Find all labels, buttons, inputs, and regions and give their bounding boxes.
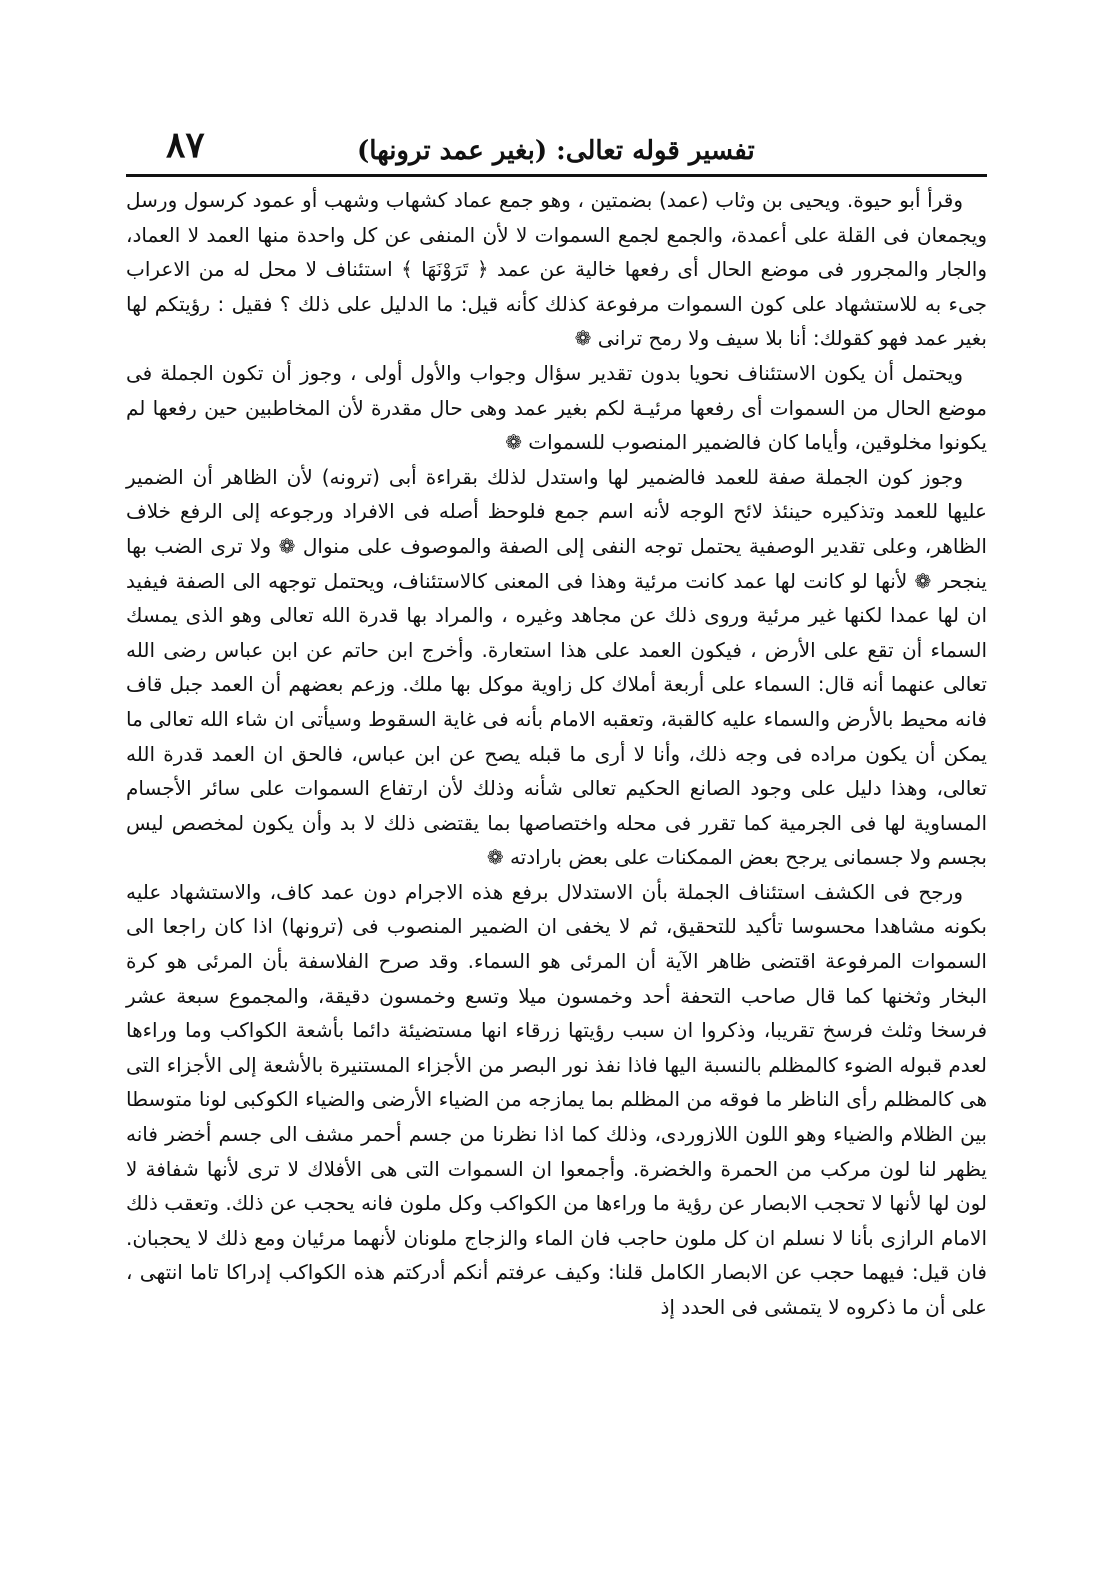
running-title: تفسير قوله تعالى: (بغير عمد ترونها): [356, 136, 755, 166]
header-rule: [126, 174, 987, 177]
paragraph-4: ورجح فى الكشف استئناف الجملة بأن الاستدلال برفع هذه الاجرام دون عمد كاف، والاستشهاد عليه بكونه مشاهدا محسوسا تأكيد للتحقيق، ثم لا يخفى ان الضمير المنصوب فى (ترونها) اذا كان راجعا الى السموات المرفوعة اقتضى ظاهر الآية أن المرئى هو السماء. وقد صرح الفلاسفة بأن المرئى هو كرة البخار وثخنها كما قال صاحب التحفة أحد وخمسون ميلا وتسع وخمسون دقيقة، والمجموع سبعة عشر فرسخا وثلث فرسخ تقريبا، وذكروا ان سبب رؤيتها زرقاء انها مستضيئة دائما بأشعة الكواكب وما وراءها لعدم قبوله الضوء كالمظلم بالنسبة اليها فاذا نفذ نور البصر من الأجزاء المستنيرة بالأشعة إلى الأجزاء التى هى كالمظلم رأى الناظر ما فوقه من المظلم بما يمازجه من الضياء الأرضى والضياء الكوكبى لونا متوسطا بين الظلام والضياء وهو اللون اللازوردى، وذلك كما اذا نظرنا من جسم أحمر مشف الى جسم أخضر فانه يظهر لنا لون مركب من الحمرة والخضرة. وأجمعوا ان السموات التى هى الأفلاك لا ترى لأنها شفافة لا لون لها لأنها لا تحجب الابصار عن رؤية ما وراءها من الكواكب وكل ملون فانه يحجب عن ذلك. وتعقب ذلك الامام الرازى بأنا لا نسلم ان كل ملون حاجب فان الماء والزجاج ملونان لأنهما مرئيان ومع ذلك لا يحجبان. فان قيل: فيهما حجب عن الابصار الكامل قلنا: وكيف عرفتم أنكم أدركتم هذه الكواكب إدراكا تاما انتهى ، على أن ما ذكروه لا يتمشى فى الحدد إذ: [126, 879, 987, 1319]
paragraph-3: وجوز كون الجملة صفة للعمد فالضمير لها واستدل لذلك بقراءة أبى (ترونه) لأن الظاهر أن الضمير عليها للعمد وتذكيره حينئذ لائح الوجه لأنه اسم جمع فلوحظ أصله فى الافراد ورجوعه إلى الرفع خلاف الظاهر، وعلى تقدير الوصفية يحتمل توجه النفى إلى الصفة والموصوف على منوال ❁ ولا ترى الضب بها ينجحر ❁ لأنها لو كانت لها عمد كانت مرئية وهذا فى المعنى كالاستئناف، ويحتمل توجهه الى الصفة فيفيد ان لها عمدا لكنها غير مرئية وروى ذلك عن مجاهد وغيره ، والمراد بها قدرة الله تعالى وهو الذى يمسك السماء أن تقع على الأرض ، فيكون العمد على هذا استعارة. وأخرج ابن حاتم عن ابن عباس رضى الله تعالى عنهما أنه قال: السماء على أربعة أملاك كل زاوية موكل بها ملك. وزعم بعضهم أن العمد جبل قاف فانه محيط بالأرض والسماء عليه كالقبة، وتعقبه الامام بأنه فى غاية السقوط وسيأتى ان شاء الله تعالى ما يمكن أن يكون مراده فى وجه ذلك، وأنا لا أرى ما قبله يصح عن ابن عباس، فالحق ان العمد قدرة الله تعالى، وهذا دليل على وجود الصانع الحكيم تعالى شأنه وذلك لأن ارتفاع السموات على سائر الأجسام المساوية لها فى الجرمية كما تقرر فى محله واختصاصها بما يقتضى ذلك لا بد وأن يكون لمخصص ليس بجسم ولا جسمانى يرجح بعض الممكنات على بعض بارادته ❁: [126, 464, 987, 870]
paragraph-2: ويحتمل أن يكون الاستئناف نحويا بدون تقدير سؤال وجواب والأول أولى ، وجوز أن تكون الجملة فى موضع الحال من السموات أى رفعها مرئيـة لكم بغير عمد وهى حال مقدرة لأن المخاطبين حين رفعها لم يكونوا مخلوقين، وأياما كان فالضمير المنصوب للسموات ❁: [126, 360, 987, 455]
paragraph-1: وقرأ أبو حيوة. ويحيى بن وثاب (عمد) بضمتين ، وهو جمع عماد كشهاب وشهب أو عمود كرسول ورسل ويجمعان فى القلة على أعمدة، والجمع لجمع السموات لا لأن المنفى عن كل واحدة منها العمد لا العماد، والجار والمجرور فى موضع الحال أى رفعها خالية عن عمد ﴿ تَرَوْنَهَا ﴾ استئناف لا محل له من الاعراب جىء به للاستشهاد على كون السموات مرفوعة كذلك كأنه قيل: ما الدليل على ذلك ؟ فقيل : رؤيتكم لها بغير عمد فهو كقولك: أنا بلا سيف ولا رمح ترانى ❁: [126, 188, 987, 351]
page-number: ٨٧: [166, 124, 205, 166]
page-header: [126, 126, 987, 166]
body-text: [126, 183, 987, 1325]
